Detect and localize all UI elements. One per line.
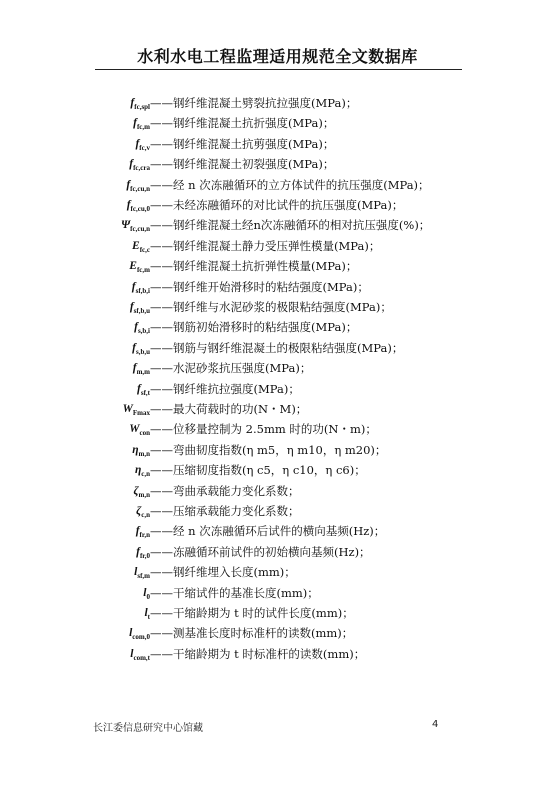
definition-row: [0, 277, 555, 298]
definition-text: ——最大荷载时的功(N・M)；: [150, 402, 308, 416]
symbol-base: η: [134, 464, 142, 477]
definition-row: [0, 623, 555, 644]
definition-text: ——钢筋初始滑移时的粘结强度(MPa)；: [150, 320, 358, 335]
definition-row: [0, 134, 555, 155]
definition-text: ——未经冻融循环的对比试件的抗压强度(MPa)；: [150, 198, 404, 212]
footer-source: 长江委信息研究中心馆藏: [93, 723, 203, 734]
definition-text: ——干缩试件的基准长度(mm)；: [150, 585, 319, 600]
definition-row: [0, 338, 555, 359]
symbol-base: W: [129, 423, 140, 436]
symbol-subscript: fc,cu,n: [130, 225, 150, 234]
symbol-base: Ψ: [120, 219, 131, 232]
symbol-subscript: c,n: [141, 511, 150, 519]
definition-text: ——测基准长度时标准杆的读数(mm)；: [150, 626, 354, 641]
definition-row: [0, 317, 555, 338]
symbol-subscript: com,t: [133, 653, 150, 662]
symbol-base: f: [126, 178, 131, 191]
definition-row: [0, 399, 555, 420]
definition-text: ——经 n 次冻融循环的立方体试件的抗压强度(MPa)；: [150, 177, 430, 192]
definition-row: [0, 583, 555, 604]
symbol-base: f: [137, 382, 141, 395]
symbol-subscript: s,b,u: [135, 347, 150, 356]
definition-text: ——钢纤维混凝土劈裂抗拉强度(MPa)；: [150, 96, 358, 110]
symbol-base: l: [143, 586, 147, 599]
symbol-base: f: [131, 280, 136, 293]
symbol-subscript: Fmax: [132, 409, 150, 417]
symbol-subscript: 0: [146, 592, 150, 601]
definition-row: [0, 542, 555, 563]
symbol-subscript: fc,m: [136, 123, 150, 132]
symbol-subscript: fr,n: [139, 531, 150, 540]
symbol-subscript: fr,0: [139, 551, 150, 560]
symbol-base: l: [144, 607, 148, 619]
symbol-base: f: [135, 137, 140, 150]
definition-text: ——压缩韧度指数(η c5，η c10，η c6)；: [150, 463, 366, 478]
definition-row: [0, 460, 555, 481]
symbol-subscript: c,n: [141, 470, 150, 479]
definition-row: [0, 93, 555, 114]
definition-text: ——干缩龄期为 t 时标准杆的读数(mm)；: [150, 646, 366, 661]
symbol-subscript: m,m: [136, 368, 150, 377]
symbol-base: l: [130, 647, 134, 660]
symbol-subscript: fc,cu,0: [130, 205, 150, 213]
definition-row: [0, 256, 555, 277]
definition-row: [0, 603, 555, 624]
symbol-base: f: [129, 301, 134, 313]
definition-symbol: [130, 644, 150, 669]
definition-row: [0, 481, 555, 502]
symbol-base: f: [134, 321, 138, 334]
symbol-subscript: fc,cra: [133, 164, 150, 173]
symbol-subscript: fc,v: [139, 143, 150, 152]
symbol-base: f: [135, 525, 140, 538]
definition-row: [0, 419, 555, 440]
symbol-subscript: fc,c: [139, 245, 150, 254]
symbol-subscript: con: [139, 429, 150, 438]
symbol-base: f: [130, 97, 135, 109]
symbol-subscript: fc,m: [136, 266, 150, 275]
definition-row: [0, 113, 555, 134]
definition-text: ——水泥砂浆抗压强度(MPa)；: [150, 361, 312, 376]
definition-text: ——钢纤维与水泥砂浆的极限粘结强度(MPa)；: [150, 300, 392, 314]
symbol-base: E: [129, 260, 137, 273]
definition-text: ——钢纤维混凝土初裂强度(MPa)；: [150, 157, 335, 172]
symbol-base: f: [132, 341, 136, 354]
definition-text: ——钢纤维混凝土静力受压弹性模量(MPa)；: [150, 238, 381, 253]
symbol-base: E: [132, 239, 140, 252]
definition-text: ——钢纤维混凝土抗折弹性模量(MPa)；: [150, 259, 358, 274]
symbol-subscript: sf,b,u: [133, 307, 150, 315]
definition-row: [0, 358, 555, 379]
definition-row: [0, 175, 555, 196]
definition-text: ——冻融循环前试件的初始横向基频(Hz)；: [150, 544, 371, 559]
page-title: 水利水电工程监理适用规范全文数据库: [137, 47, 418, 66]
symbol-base: f: [129, 158, 134, 171]
definition-text: ——钢纤维混凝土抗折强度(MPa)；: [150, 116, 335, 131]
definition-row: [0, 440, 555, 461]
definition-text: ——钢纤维混凝土经n次冻融循环的相对抗压强度(%)；: [150, 218, 431, 233]
symbol-base: l: [129, 627, 133, 640]
definition-row: [0, 562, 555, 583]
definition-row: [0, 521, 555, 542]
definition-row: [0, 501, 555, 522]
symbol-subscript: m,n: [138, 490, 150, 499]
symbol-subscript: com,0: [132, 633, 150, 642]
symbol-subscript: m,n: [138, 449, 150, 458]
definition-text: ——经 n 次冻融循环后试件的横向基频(Hz)；: [150, 524, 386, 539]
definition-text: ——位移量控制为 2.5mm 时的功(N・m)；: [150, 422, 377, 437]
symbol-base: f: [132, 362, 137, 375]
symbol-base: η: [132, 443, 139, 456]
definition-text: ——钢纤维混凝土抗剪强度(MPa)；: [150, 136, 335, 151]
header-divider: [95, 69, 462, 70]
definition-text: ——钢纤维埋入长度(mm)；: [150, 565, 296, 580]
symbol-base: f: [133, 117, 137, 130]
definition-text: ——钢纤维抗拉强度(MPa)；: [150, 381, 300, 396]
definition-row: [0, 379, 555, 400]
definition-text: ——干缩龄期为 t 时的试件长度(mm)；: [150, 606, 354, 620]
definition-row: [0, 236, 555, 257]
definition-text: ——弯曲韧度指数(η m5，η m10，η m20)；: [150, 442, 387, 457]
definition-text: ——压缩承载能力变化系数；: [150, 504, 300, 518]
symbol-base: W: [122, 403, 133, 415]
definition-row: [0, 297, 555, 318]
symbol-subscript: fc,cu,n: [130, 184, 150, 193]
symbol-subscript: sf,m: [137, 572, 150, 581]
symbol-base: ζ: [136, 505, 142, 517]
definition-row: [0, 215, 555, 236]
symbol-subscript: sf,t: [140, 388, 150, 397]
definition-text: ——钢筋与钢纤维混凝土的极限粘结强度(MPa)；: [150, 340, 404, 355]
definition-text: ——弯曲承载能力变化系数；: [150, 483, 300, 498]
symbol-subscript: t: [147, 613, 150, 621]
definition-row: [0, 644, 555, 665]
symbol-base: l: [134, 566, 138, 579]
symbol-subscript: sf,b,i: [135, 286, 150, 295]
definition-row: [0, 195, 555, 216]
symbol-subscript: fc,spl: [134, 103, 150, 111]
definition-row: [0, 154, 555, 175]
symbol-subscript: s,b,i: [137, 327, 150, 336]
symbol-base: f: [136, 545, 140, 558]
definition-text: ——钢纤维开始滑移时的粘结强度(MPa)；: [150, 279, 369, 294]
symbol-base: ζ: [133, 484, 139, 497]
symbol-base: f: [126, 199, 131, 211]
page-number: 4: [432, 719, 439, 730]
